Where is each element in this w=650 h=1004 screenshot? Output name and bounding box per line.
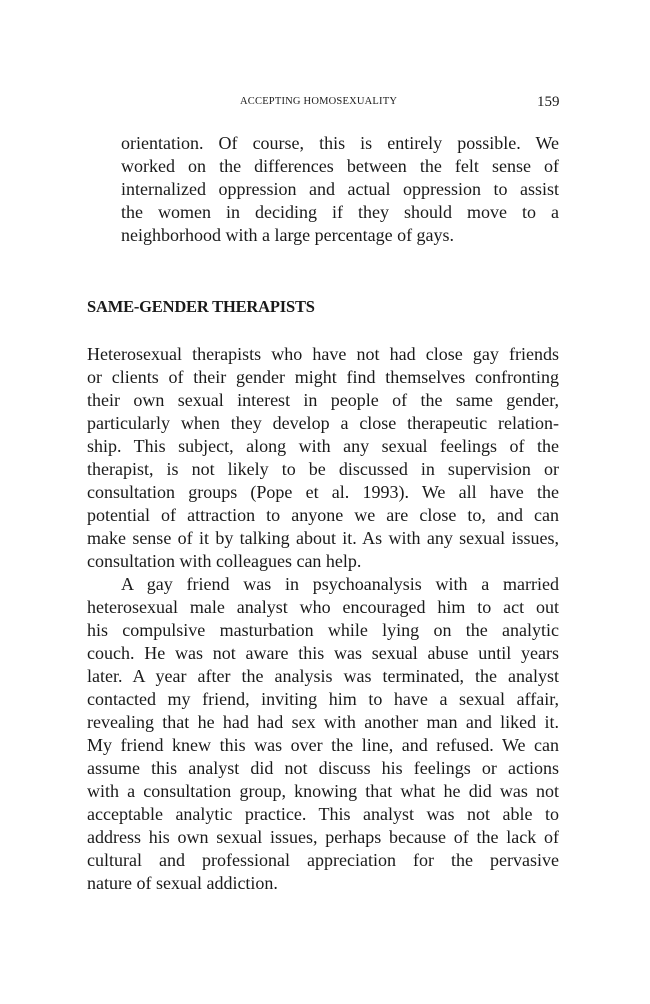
running-head [0, 94, 650, 114]
text-line: potential of attraction to anyone we are close to, and can [87, 505, 559, 525]
text-line: revealing that he had had sex with another man and liked it. [87, 712, 559, 732]
text-line: contacted my friend, inviting him to have a sexual affair, [87, 689, 559, 709]
text-line: ship. This subject, along with any sexual feelings of the [87, 436, 559, 456]
quote-line: neighborhood with a large percentage of gays. [121, 225, 455, 245]
text-line: therapist, is not likely to be discussed in supervision or [87, 459, 559, 479]
text-line: address his own sexual issues, perhaps because of the lack of [87, 827, 559, 847]
text-line: with a consultation group, knowing that what he did was not [87, 781, 559, 801]
paragraph-2 [87, 573, 559, 895]
text-line: their own sexual interest in people of the same gender, [87, 390, 559, 410]
text-line: My friend knew this was over the line, and refused. We can [87, 735, 559, 755]
quote-line: worked on the differences between the felt sense of [121, 156, 559, 176]
text-line: Heterosexual therapists who have not had close gay friends [87, 344, 559, 364]
text-line: particularly when they develop a close therapeutic relation- [87, 413, 559, 433]
paragraph-1 [87, 343, 559, 573]
quote-line: internalized oppression and actual oppression to assist [121, 179, 559, 199]
text-line: cultural and professional appreciation for the pervasive [87, 850, 559, 870]
text-line: make sense of it by talking about it. As with any sexual issues, [87, 528, 559, 548]
quote-line: the women in deciding if they should move to a [121, 202, 559, 222]
quote-line: orientation. Of course, this is entirely possible. We [121, 133, 559, 153]
text-line: heterosexual male analyst who encouraged him to act out [87, 597, 559, 617]
section-heading: SAME-GENDER THERAPISTS [87, 297, 315, 316]
block-quote [121, 132, 559, 247]
text-line: couch. He was not aware this was sexual abuse until years [87, 643, 559, 663]
text-line: later. A year after the analysis was terminated, the analyst [87, 666, 559, 686]
text-line: consultation with colleagues can help. [87, 551, 362, 571]
text-line: assume this analyst did not discuss his feelings or actions [87, 758, 559, 778]
page-number: 159 [537, 94, 560, 110]
text-line: A gay friend was in psychoanalysis with a married [121, 574, 559, 594]
text-line: nature of sexual addiction. [87, 873, 278, 893]
text-line: or clients of their gender might find themselves confronting [87, 367, 559, 387]
running-title: ACCEPTING HOMOSEXUALITY [240, 96, 398, 107]
text-line: acceptable analytic practice. This analyst was not able to [87, 804, 559, 824]
text-line: consultation groups (Pope et al. 1993). We all have the [87, 482, 559, 502]
text-line: his compulsive masturbation while lying on the analytic [87, 620, 559, 640]
